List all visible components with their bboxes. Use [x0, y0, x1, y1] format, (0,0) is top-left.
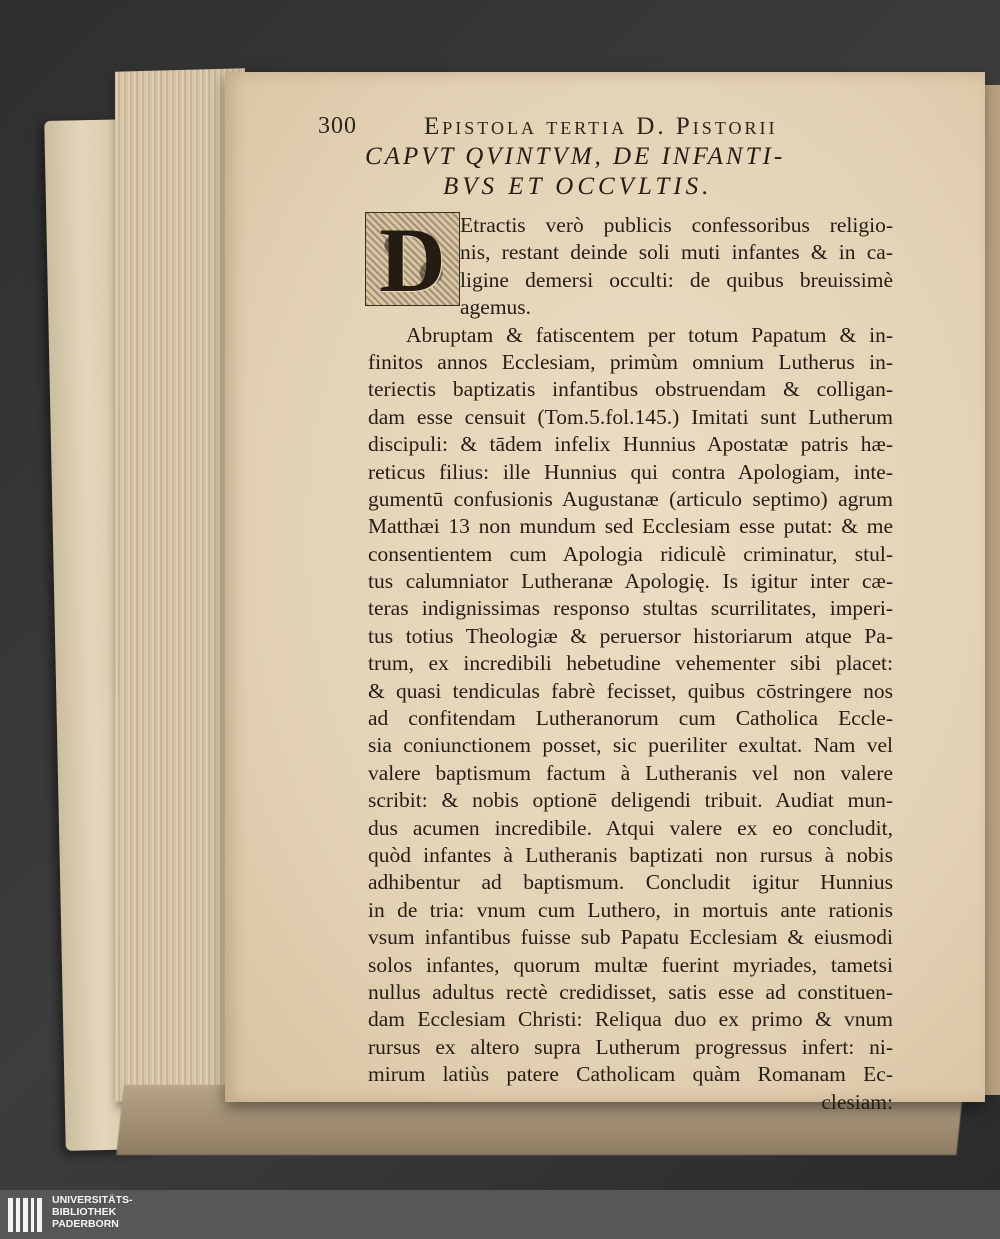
text-line: gumentū confusionis Augustanæ (articulo septimo) agrum — [368, 486, 893, 511]
text-line: ad confitendam Lutheranorum cum Catholica Eccle- — [368, 706, 893, 731]
text-line: scribit: & nobis optionē deligendi tribuit. Audiat mun- — [368, 788, 893, 813]
text-line: rursus ex altero supra Lutherum progressus infert: ni- — [368, 1034, 893, 1059]
text-line: solos infantes, quorum multæ fuerint myriades, tametsi — [368, 952, 893, 977]
text-line: agemus. — [460, 295, 532, 320]
initial-letter: D — [379, 209, 446, 311]
library-footer — [0, 1190, 1000, 1239]
text-line: mirum latiùs patere Catholicam quàm Romanam Ec- — [368, 1062, 893, 1087]
text-line: discipuli: & tādem infelix Hunnius Apostatæ patris hæ- — [368, 432, 893, 457]
text-line: in de tria: vnum cum Luthero, in mortuis ante rationis — [368, 897, 893, 922]
text-line: teriectis baptizatis infantibus obstruendam & colligan- — [368, 377, 893, 402]
page-number: 300 — [318, 113, 357, 139]
text-line: nis, restant deinde soli muti infantes & in ca- — [460, 240, 893, 265]
text-line: Abruptam & fatiscentem per totum Papatum & in- — [406, 322, 893, 347]
text-line: trum, ex incredibili hebetudine vehementer sibi placet: — [368, 651, 893, 676]
text-line: vsum infantibus fuisse sub Papatu Ecclesiam & eiusmodi — [368, 925, 893, 950]
text-line: tus calumniator Lutheranæ Apologię. Is igitur inter cæ- — [368, 569, 893, 594]
library-name: UNIVERSITÄTS- BIBLIOTHEK PADERBORN — [52, 1194, 133, 1230]
text-line: Etractis verò publicis confessoribus religio- — [460, 213, 893, 237]
chapter-title-line-2: BVS ET OCCVLTIS. — [443, 173, 713, 200]
body-text — [368, 212, 893, 1116]
page-header — [318, 113, 898, 143]
text-line: reticus filius: ille Hunnius qui contra Apologiam, inte- — [368, 459, 893, 484]
chapter-title — [365, 142, 905, 202]
text-line: nullus adultus rectè credidisset, satis esse ad constituen- — [368, 979, 893, 1004]
text-line: valere baptismum factum à Lutheranis vel non valere — [368, 760, 893, 785]
running-head: Epistola tertia D. Pistorii — [424, 113, 778, 140]
text-line: sia coniunctionem posset, sic pueriliter exultat. Nam vel — [368, 733, 893, 758]
text-line: tus totius Theologiæ & peruersor historiarum atque Pa- — [368, 623, 893, 648]
text-line: dam esse censuit (Tom.5.fol.145.) Imitati sunt Lutherum — [368, 404, 893, 429]
text-line: teras indignissimas responso stultas scurrilitates, imperi- — [368, 596, 893, 621]
text-line: & quasi tendiculas fabrè fecisset, quibus cōstringere nos — [368, 678, 893, 703]
library-logo-icon — [8, 1198, 44, 1232]
text-line: ligine demersi occulti: de quibus breuissimè — [460, 267, 893, 292]
text-line: quòd infantes à Lutheranis baptizati non rursus à nobis — [368, 842, 893, 867]
chapter-title-line-1: CAPVT QVINTVM, DE INFANTI- — [365, 143, 786, 170]
text-line: clesiam: — [821, 1089, 893, 1114]
text-line: consentientem cum Apologia ridiculè criminatur, stul- — [368, 541, 893, 566]
text-line: adhibentur ad baptismum. Concludit igitur Hunnius — [368, 870, 893, 895]
text-line: dam Ecclesiam Christi: Reliqua duo ex primo & vnum — [368, 1007, 893, 1032]
text-line: dus acumen incredibile. Atqui valere ex eo concludit, — [368, 815, 893, 840]
text-line: Matthæi 13 non mundum sed Ecclesiam esse putat: & me — [368, 514, 893, 539]
text-line: finitos annos Ecclesiam, primùm omnium Lutherus in- — [368, 349, 893, 374]
